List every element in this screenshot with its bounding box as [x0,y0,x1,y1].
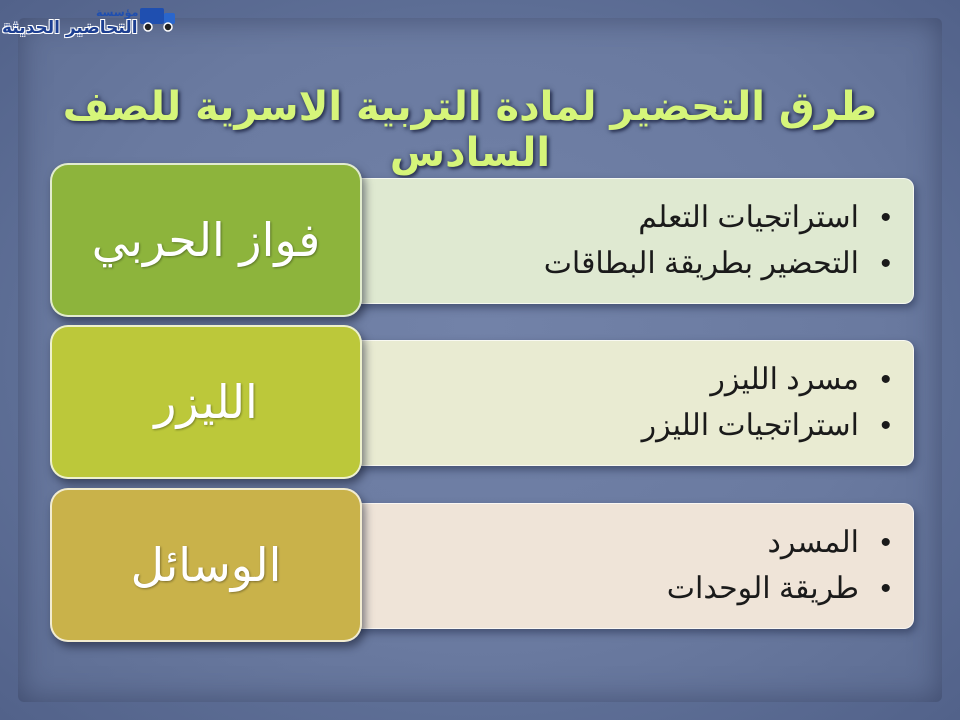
list-item: •استراتجيات الليزر [642,403,891,449]
bullet-icon: • [880,572,891,605]
row-1-tag-label: فواز الحربي [91,213,321,267]
logo-subtitle: مؤسسة [96,6,139,19]
list-item: •المسرد [667,520,891,566]
slide-title: طرق التحضير لمادة التربية الاسرية للصف السادس [62,84,878,176]
bullet-icon: • [880,363,891,396]
row-1-list [544,195,891,287]
row-3-list [667,520,891,612]
logo-title: التحاضير الحديثة [2,18,138,38]
truck-icon [138,2,178,36]
row-2-list [642,357,891,449]
bullet-icon: • [880,201,891,234]
logo [0,0,180,44]
row-1 [0,160,960,320]
row-1-tag [50,163,362,317]
bullet-icon: • [880,409,891,442]
list-item: •مسرد الليزر [642,357,891,403]
row-3-panel [340,503,914,629]
row-3-tag-label: الوسائل [130,538,282,592]
row-3 [0,485,960,645]
row-2 [0,322,960,482]
row-2-panel [340,340,914,466]
list-item: •طريقة الوحدات [667,566,891,612]
row-3-tag [50,488,362,642]
row-2-tag-label: الليزر [154,375,258,429]
row-1-panel [340,178,914,304]
list-item: •التحضير بطريقة البطاقات [544,241,891,287]
row-2-tag [50,325,362,479]
bullet-icon: • [880,247,891,280]
list-item: •استراتجيات التعلم [544,195,891,241]
bullet-icon: • [880,526,891,559]
